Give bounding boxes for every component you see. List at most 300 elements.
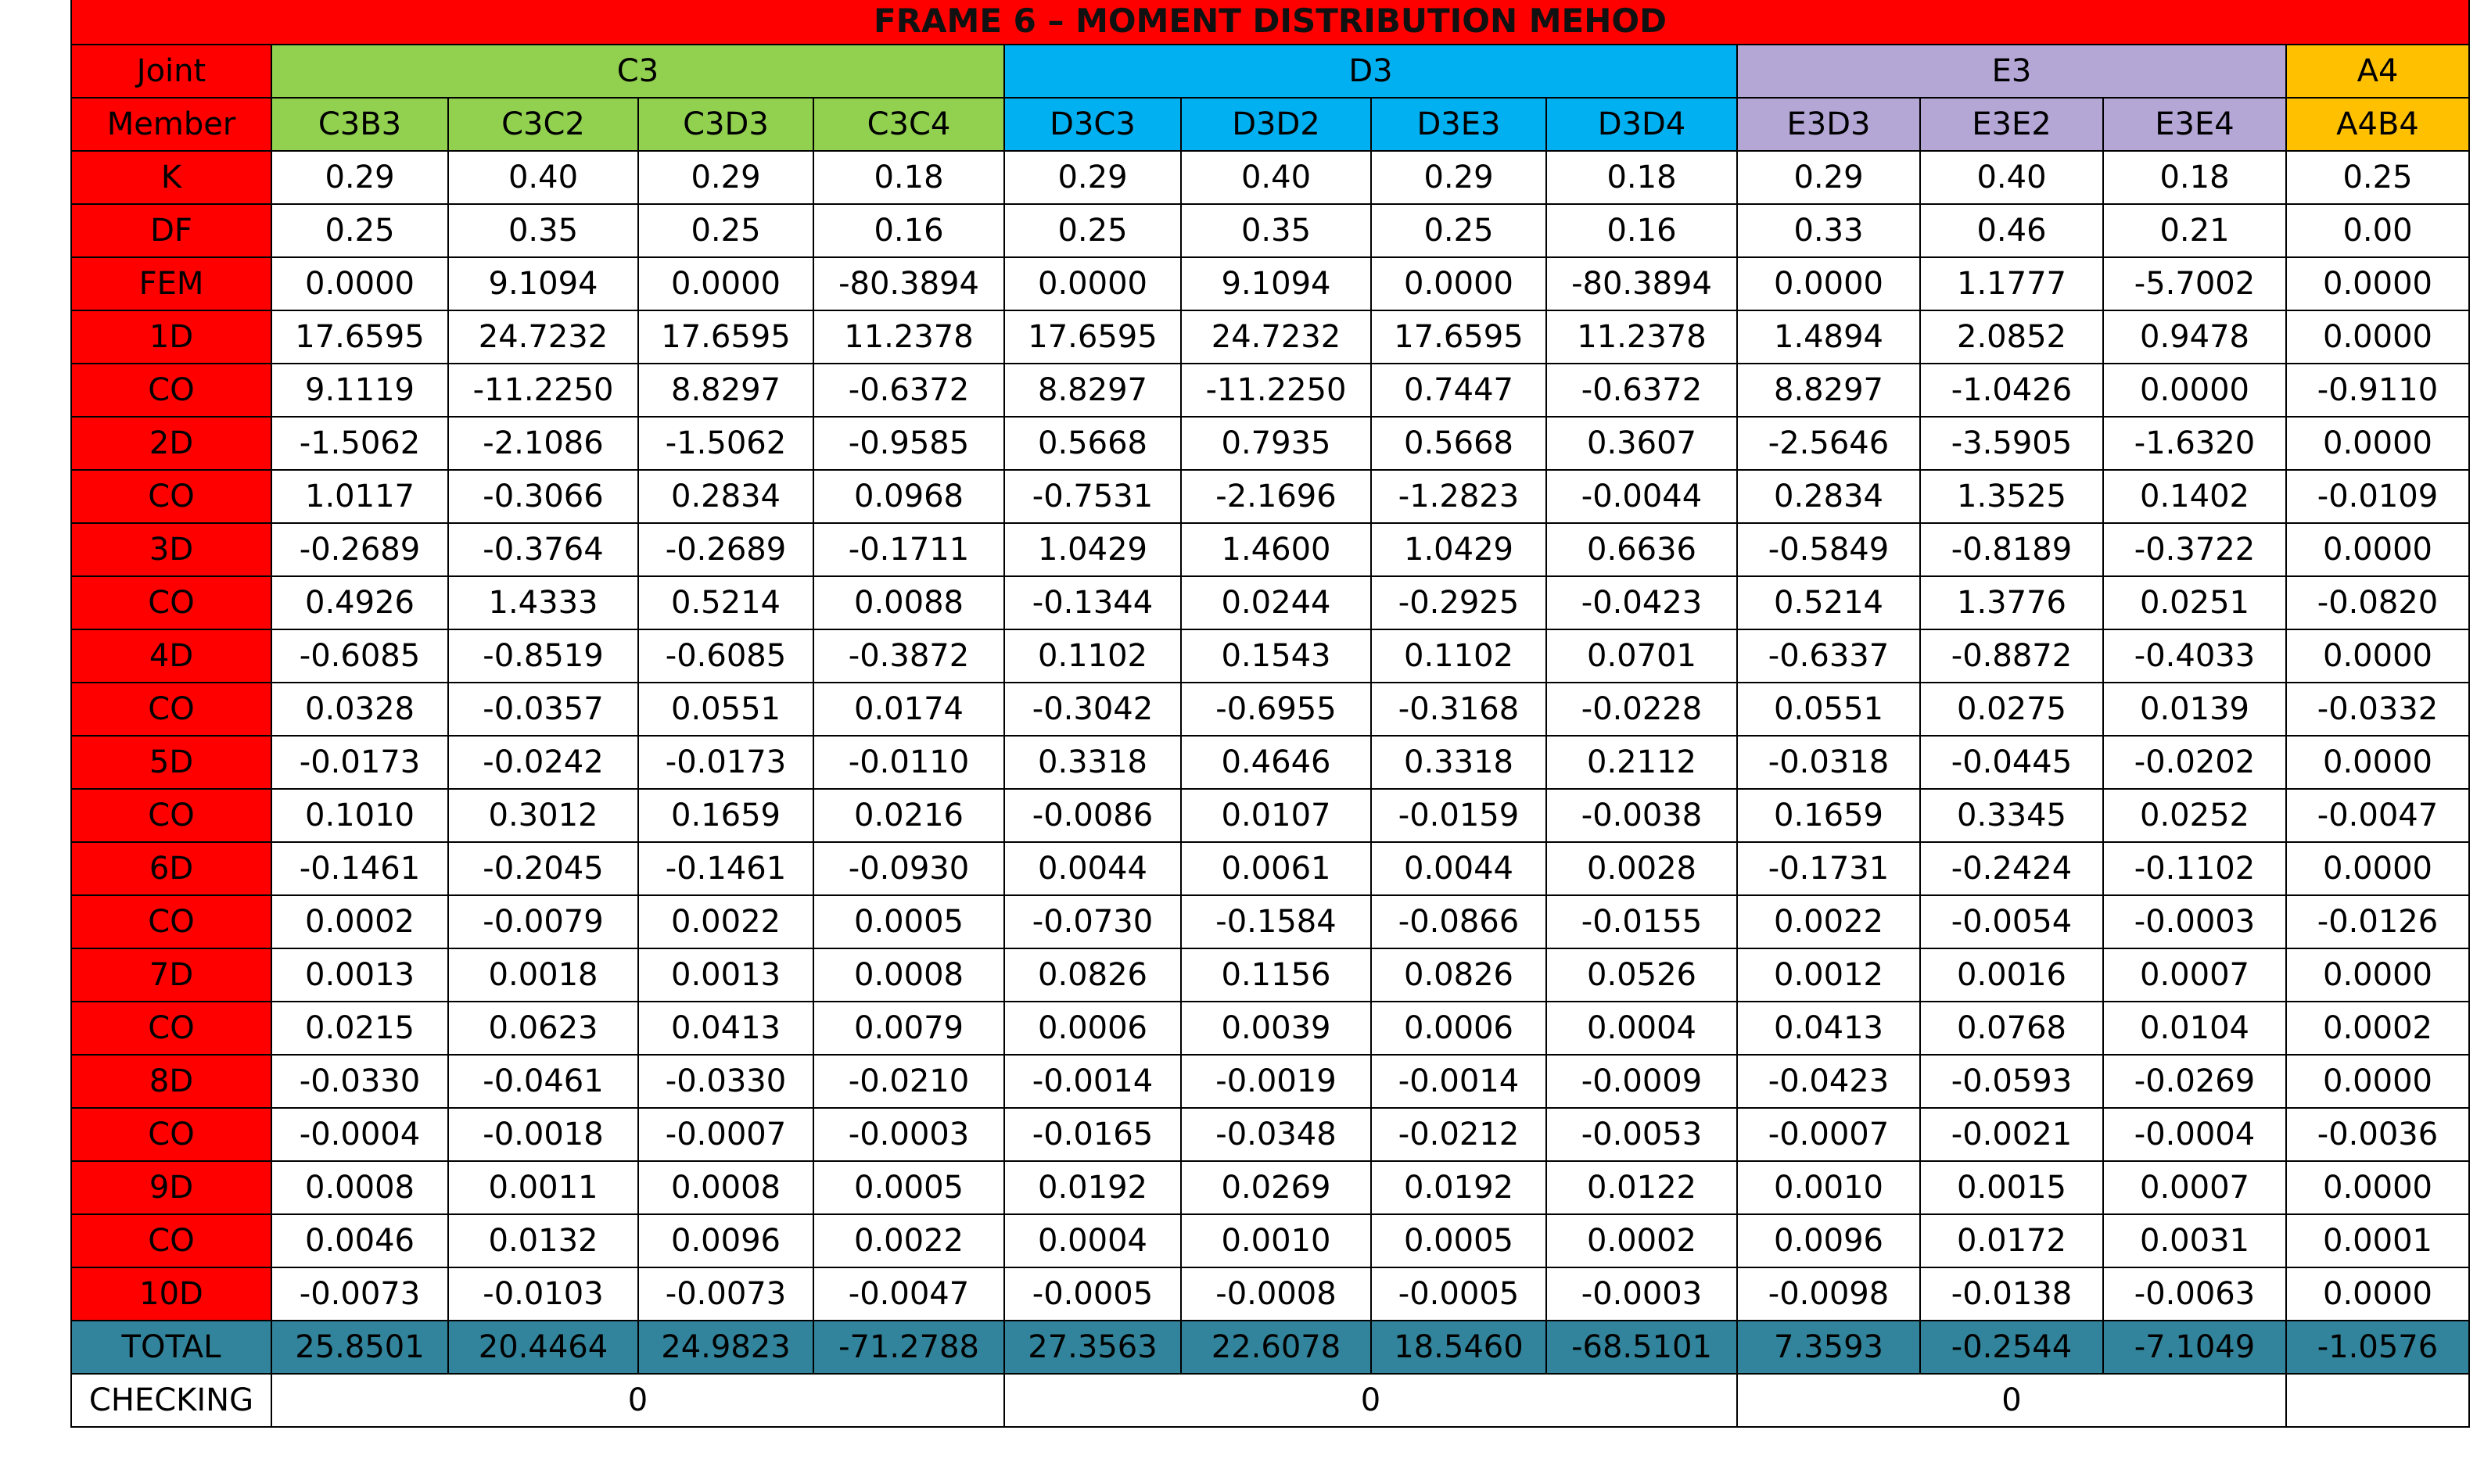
table-cell: 0.4646 (1181, 736, 1371, 789)
table-cell: -1.5062 (638, 417, 813, 470)
row-label: CO (71, 470, 271, 523)
member-header: D3C3 (1004, 98, 1181, 151)
table-cell: 0.0139 (2103, 683, 2286, 736)
table-cell: 0.0192 (1371, 1161, 1546, 1214)
table-cell: 1.0117 (271, 470, 448, 523)
table-cell: 0.0061 (1181, 842, 1371, 895)
total-cell: -71.2788 (813, 1321, 1004, 1374)
table-cell: 0.0215 (271, 1002, 448, 1055)
table-cell: -0.0332 (2286, 683, 2469, 736)
table-cell: 0.0000 (2286, 842, 2469, 895)
table-cell: 0.1010 (271, 789, 448, 842)
table-cell: -0.9110 (2286, 364, 2469, 417)
total-cell: 22.6078 (1181, 1321, 1371, 1374)
member-header: E3E4 (2103, 98, 2286, 151)
table-cell: -0.1584 (1181, 895, 1371, 948)
member-header: E3D3 (1737, 98, 1920, 151)
member-header: D3D4 (1546, 98, 1737, 151)
table-cell: -0.0014 (1371, 1055, 1546, 1108)
table-cell: 0.0012 (1737, 948, 1920, 1002)
table-row (71, 523, 2469, 576)
table-cell: 1.3776 (1920, 576, 2103, 629)
table-cell: -0.0110 (813, 736, 1004, 789)
table-cell: 9.1094 (448, 257, 638, 310)
table-cell: -0.0318 (1737, 736, 1920, 789)
table-cell: 0.0005 (813, 895, 1004, 948)
table-cell: 0.3012 (448, 789, 638, 842)
table-cell: -0.0820 (2286, 576, 2469, 629)
table-cell: 0.25 (1004, 204, 1181, 257)
table-cell: 0.0002 (2286, 1002, 2469, 1055)
checking-cell (2286, 1374, 2469, 1427)
table-cell: -2.5646 (1737, 417, 1920, 470)
table-cell: 0.18 (1546, 151, 1737, 204)
table-cell: 0.4926 (271, 576, 448, 629)
table-cell: 0.0826 (1004, 948, 1181, 1002)
table-cell: 0.1102 (1371, 629, 1546, 683)
table-row (71, 204, 2469, 257)
table-cell: -0.0014 (1004, 1055, 1181, 1108)
table-cell: 0.0216 (813, 789, 1004, 842)
member-header: A4B4 (2286, 98, 2469, 151)
moment-distribution-table (70, 0, 2470, 1428)
member-header: C3B3 (271, 98, 448, 151)
table-cell: -0.0005 (1371, 1267, 1546, 1321)
table-cell: 0.0000 (2286, 1055, 2469, 1108)
table-cell: 24.7232 (448, 310, 638, 364)
table-cell: 0.0172 (1920, 1214, 2103, 1267)
table-cell: 0.0022 (638, 895, 813, 948)
table-cell: 0.18 (2103, 151, 2286, 204)
row-label: 3D (71, 523, 271, 576)
table-cell: -0.1711 (813, 523, 1004, 576)
table-cell: -0.4033 (2103, 629, 2286, 683)
table-cell: -0.6085 (638, 629, 813, 683)
table-cell: -0.0063 (2103, 1267, 2286, 1321)
table-cell: -0.0730 (1004, 895, 1181, 948)
table-row (71, 736, 2469, 789)
table-cell: 0.0007 (2103, 948, 2286, 1002)
table-cell: -0.0018 (448, 1108, 638, 1161)
table-cell: -0.2689 (271, 523, 448, 576)
table-cell: -0.1731 (1737, 842, 1920, 895)
table-cell: 17.6595 (1004, 310, 1181, 364)
table-cell: 8.8297 (1004, 364, 1181, 417)
total-cell: 24.9823 (638, 1321, 813, 1374)
table-cell: -0.0173 (271, 736, 448, 789)
member-header-label: Member (71, 98, 271, 151)
total-cell: 20.4464 (448, 1321, 638, 1374)
checking-cell: 0 (1737, 1374, 2286, 1427)
total-cell: 18.5460 (1371, 1321, 1546, 1374)
table-cell: 0.0007 (2103, 1161, 2286, 1214)
table-cell: -0.0445 (1920, 736, 2103, 789)
table-cell: -0.0005 (1004, 1267, 1181, 1321)
table-cell: -0.0155 (1546, 895, 1737, 948)
table-cell: -0.2045 (448, 842, 638, 895)
total-row (71, 1321, 2469, 1374)
table-cell: 0.0000 (638, 257, 813, 310)
table-cell: -0.3872 (813, 629, 1004, 683)
table-cell: -0.3764 (448, 523, 638, 576)
table-cell: 0.0623 (448, 1002, 638, 1055)
table-cell: -0.0109 (2286, 470, 2469, 523)
table-cell: 0.0010 (1181, 1214, 1371, 1267)
table-cell: 0.0174 (813, 683, 1004, 736)
table-cell: -0.0021 (1920, 1108, 2103, 1161)
table-cell: 0.0010 (1737, 1161, 1920, 1214)
table-cell: 0.0275 (1920, 683, 2103, 736)
table-cell: -0.0047 (813, 1267, 1004, 1321)
row-label: CO (71, 895, 271, 948)
table-cell: 0.0028 (1546, 842, 1737, 895)
table-cell: 0.0526 (1546, 948, 1737, 1002)
joint-c3-header: C3 (271, 45, 1004, 98)
table-cell: 0.0000 (2286, 629, 2469, 683)
table-cell: 0.0008 (813, 948, 1004, 1002)
table-cell: 0.0269 (1181, 1161, 1371, 1214)
table-cell: 0.0015 (1920, 1161, 2103, 1214)
table-row (71, 789, 2469, 842)
table-cell: 0.0000 (2286, 257, 2469, 310)
table-cell: -80.3894 (813, 257, 1004, 310)
table-cell: -2.1086 (448, 417, 638, 470)
table-cell: -0.0228 (1546, 683, 1737, 736)
table-cell: 0.3345 (1920, 789, 2103, 842)
table-row (71, 1108, 2469, 1161)
table-cell: 0.3318 (1004, 736, 1181, 789)
table-cell: 0.0096 (638, 1214, 813, 1267)
table-cell: -0.0242 (448, 736, 638, 789)
table-cell: 8.8297 (638, 364, 813, 417)
table-cell: 0.0104 (2103, 1002, 2286, 1055)
table-cell: -0.0079 (448, 895, 638, 948)
table-cell: -0.1461 (638, 842, 813, 895)
table-cell: 0.29 (638, 151, 813, 204)
table-cell: 0.29 (1371, 151, 1546, 204)
checking-label: CHECKING (71, 1374, 271, 1427)
total-cell: 7.3593 (1737, 1321, 1920, 1374)
table-cell: 0.0768 (1920, 1002, 2103, 1055)
table-cell: -0.0019 (1181, 1055, 1371, 1108)
table-cell: -0.0054 (1920, 895, 2103, 948)
row-label: CO (71, 1214, 271, 1267)
table-cell: 0.0008 (271, 1161, 448, 1214)
table-cell: 0.0044 (1371, 842, 1546, 895)
table-cell: 0.18 (813, 151, 1004, 204)
table-cell: -0.1344 (1004, 576, 1181, 629)
table-cell: 0.6636 (1546, 523, 1737, 576)
table-cell: 0.16 (1546, 204, 1737, 257)
table-cell: -80.3894 (1546, 257, 1737, 310)
table-row (71, 576, 2469, 629)
table-cell: -0.0461 (448, 1055, 638, 1108)
table-cell: 0.0551 (638, 683, 813, 736)
table-cell: -0.6372 (813, 364, 1004, 417)
table-cell: 0.1102 (1004, 629, 1181, 683)
table-cell: 0.7447 (1371, 364, 1546, 417)
row-label: CO (71, 576, 271, 629)
joint-d3-header: D3 (1004, 45, 1737, 98)
table-cell: -0.0357 (448, 683, 638, 736)
table-cell: 0.40 (1181, 151, 1371, 204)
table-cell: 0.0002 (1546, 1214, 1737, 1267)
table-cell: 11.2378 (1546, 310, 1737, 364)
table-cell: -1.5062 (271, 417, 448, 470)
table-cell: -0.2424 (1920, 842, 2103, 895)
table-cell: 0.25 (2286, 151, 2469, 204)
member-header: D3D2 (1181, 98, 1371, 151)
table-row (71, 417, 2469, 470)
table-cell: -1.2823 (1371, 470, 1546, 523)
table-cell: 0.0413 (1737, 1002, 1920, 1055)
table-row (71, 683, 2469, 736)
table-cell: 0.5214 (1737, 576, 1920, 629)
table-cell: 8.8297 (1737, 364, 1920, 417)
table-cell: 0.0006 (1004, 1002, 1181, 1055)
total-label: TOTAL (71, 1321, 271, 1374)
table-cell: -0.0004 (271, 1108, 448, 1161)
table-row (71, 257, 2469, 310)
table-cell: 0.0413 (638, 1002, 813, 1055)
table-cell: -0.8189 (1920, 523, 2103, 576)
table-cell: 0.0004 (1546, 1002, 1737, 1055)
table-cell: -0.0086 (1004, 789, 1181, 842)
row-label: CO (71, 683, 271, 736)
checking-cell: 0 (1004, 1374, 1737, 1427)
table-cell: 0.29 (1004, 151, 1181, 204)
table-cell: -0.0126 (2286, 895, 2469, 948)
table-cell: 9.1119 (271, 364, 448, 417)
table-cell: 0.5668 (1004, 417, 1181, 470)
table-cell: 0.0013 (271, 948, 448, 1002)
table-row (71, 948, 2469, 1002)
table-cell: 0.0000 (2286, 523, 2469, 576)
table-cell: 0.2834 (638, 470, 813, 523)
table-cell: 1.0429 (1004, 523, 1181, 576)
table-row (71, 842, 2469, 895)
joint-a4-header: A4 (2286, 45, 2469, 98)
table-cell: -0.0103 (448, 1267, 638, 1321)
table-cell: -0.0423 (1546, 576, 1737, 629)
table-cell: 0.21 (2103, 204, 2286, 257)
table-cell: 0.0006 (1371, 1002, 1546, 1055)
table-cell: -0.0007 (1737, 1108, 1920, 1161)
table-row (71, 310, 2469, 364)
row-label: CO (71, 364, 271, 417)
table-cell: 0.1156 (1181, 948, 1371, 1002)
table-cell: -0.0098 (1737, 1267, 1920, 1321)
table-cell: 0.0002 (271, 895, 448, 948)
table-cell: 0.0044 (1004, 842, 1181, 895)
total-cell: 27.3563 (1004, 1321, 1181, 1374)
table-cell: -0.5849 (1737, 523, 1920, 576)
table-cell: 17.6595 (1371, 310, 1546, 364)
table-cell: -0.6372 (1546, 364, 1737, 417)
table-cell: 17.6595 (638, 310, 813, 364)
table-cell: -0.0866 (1371, 895, 1546, 948)
table-cell: 0.25 (1371, 204, 1546, 257)
table-cell: -0.0038 (1546, 789, 1737, 842)
table-cell: 0.0132 (448, 1214, 638, 1267)
table-cell: -0.0173 (638, 736, 813, 789)
table-cell: 0.1659 (1737, 789, 1920, 842)
table-cell: 0.35 (448, 204, 638, 257)
member-header: C3C4 (813, 98, 1004, 151)
table-cell: 0.3607 (1546, 417, 1737, 470)
table-cell: 17.6595 (271, 310, 448, 364)
table-cell: 0.0018 (448, 948, 638, 1002)
table-cell: 0.9478 (2103, 310, 2286, 364)
table-cell: 2.0852 (1920, 310, 2103, 364)
table-cell: 0.0004 (1004, 1214, 1181, 1267)
table-cell: 0.0000 (1737, 257, 1920, 310)
table-row (71, 1267, 2469, 1321)
row-label: 6D (71, 842, 271, 895)
table-cell: 0.16 (813, 204, 1004, 257)
table-cell: 0.0008 (638, 1161, 813, 1214)
table-cell: 0.0039 (1181, 1002, 1371, 1055)
table-row (71, 1161, 2469, 1214)
table-cell: -0.0330 (271, 1055, 448, 1108)
table-cell: 0.0031 (2103, 1214, 2286, 1267)
table-cell: -0.0930 (813, 842, 1004, 895)
table-cell: 1.4600 (1181, 523, 1371, 576)
row-label: 8D (71, 1055, 271, 1108)
table-cell: 0.0000 (2286, 417, 2469, 470)
table-cell: -0.6955 (1181, 683, 1371, 736)
total-cell: -0.2544 (1920, 1321, 2103, 1374)
row-label: CO (71, 1002, 271, 1055)
table-cell: 0.0000 (1371, 257, 1546, 310)
table-cell: -0.1461 (271, 842, 448, 895)
table-cell: -0.0138 (1920, 1267, 2103, 1321)
table-cell: 0.0000 (2286, 310, 2469, 364)
checking-cell: 0 (271, 1374, 1004, 1427)
table-cell: 0.0000 (2286, 1267, 2469, 1321)
table-cell: -0.0003 (2103, 895, 2286, 948)
table-cell: -0.6337 (1737, 629, 1920, 683)
total-cell: -1.0576 (2286, 1321, 2469, 1374)
table-cell: 0.25 (638, 204, 813, 257)
table-cell: -3.5905 (1920, 417, 2103, 470)
table-cell: 0.40 (448, 151, 638, 204)
table-cell: -1.0426 (1920, 364, 2103, 417)
table-cell: 0.2834 (1737, 470, 1920, 523)
table-cell: -0.0004 (2103, 1108, 2286, 1161)
row-label: 7D (71, 948, 271, 1002)
table-cell: 9.1094 (1181, 257, 1371, 310)
total-cell: -7.1049 (2103, 1321, 2286, 1374)
table-cell: 0.3318 (1371, 736, 1546, 789)
table-cell: 0.0016 (1920, 948, 2103, 1002)
table-cell: 0.29 (1737, 151, 1920, 204)
table-cell: -0.3066 (448, 470, 638, 523)
member-header: C3C2 (448, 98, 638, 151)
table-cell: -0.2925 (1371, 576, 1546, 629)
table-cell: -0.9585 (813, 417, 1004, 470)
table-cell: -1.6320 (2103, 417, 2286, 470)
table-cell: -0.1102 (2103, 842, 2286, 895)
table-cell: 0.0013 (638, 948, 813, 1002)
table-cell: 1.0429 (1371, 523, 1546, 576)
table-cell: 0.0000 (271, 257, 448, 310)
table-cell: 24.7232 (1181, 310, 1371, 364)
table-row (71, 151, 2469, 204)
table-title: FRAME 6 – MOMENT DISTRIBUTION MEHOD (71, 0, 2469, 45)
table-cell: -0.8519 (448, 629, 638, 683)
table-cell: 0.0005 (813, 1161, 1004, 1214)
table-cell: 0.29 (271, 151, 448, 204)
table-cell: 0.0011 (448, 1161, 638, 1214)
table-row (71, 629, 2469, 683)
table-cell: -0.2689 (638, 523, 813, 576)
table-cell: 0.25 (271, 204, 448, 257)
table-cell: -0.0003 (1546, 1267, 1737, 1321)
table-cell: -0.0036 (2286, 1108, 2469, 1161)
table-cell: 0.0244 (1181, 576, 1371, 629)
table-cell: 0.0096 (1737, 1214, 1920, 1267)
table-cell: -5.7002 (2103, 257, 2286, 310)
table-cell: 0.0192 (1004, 1161, 1181, 1214)
table-cell: 0.0251 (2103, 576, 2286, 629)
table-cell: 0.0107 (1181, 789, 1371, 842)
table-cell: 1.1777 (1920, 257, 2103, 310)
table-row (71, 895, 2469, 948)
table-cell: 1.4333 (448, 576, 638, 629)
table-cell: -0.0073 (271, 1267, 448, 1321)
joint-header-label: Joint (71, 45, 271, 98)
table-cell: 0.0079 (813, 1002, 1004, 1055)
table-cell: 0.1659 (638, 789, 813, 842)
table-cell: -0.0047 (2286, 789, 2469, 842)
table-row (71, 1002, 2469, 1055)
table-cell: -0.0003 (813, 1108, 1004, 1161)
table-cell: 0.0000 (1004, 257, 1181, 310)
joint-e3-header: E3 (1737, 45, 2286, 98)
table-cell: -0.0423 (1737, 1055, 1920, 1108)
table-row (71, 1214, 2469, 1267)
table-cell: 0.0001 (2286, 1214, 2469, 1267)
member-header: E3E2 (1920, 98, 2103, 151)
table-cell: 0.0022 (813, 1214, 1004, 1267)
total-cell: 25.8501 (271, 1321, 448, 1374)
table-cell: 0.5214 (638, 576, 813, 629)
row-label: 9D (71, 1161, 271, 1214)
table-cell: 0.1402 (2103, 470, 2286, 523)
row-label: K (71, 151, 271, 204)
table-cell: 0.2112 (1546, 736, 1737, 789)
table-cell: 0.0088 (813, 576, 1004, 629)
table-cell: 0.0252 (2103, 789, 2286, 842)
table-row (71, 364, 2469, 417)
table-cell: 0.0000 (2103, 364, 2286, 417)
table-cell: 0.7935 (1181, 417, 1371, 470)
table-cell: 0.35 (1181, 204, 1371, 257)
table-cell: 0.0022 (1737, 895, 1920, 948)
table-cell: -0.0044 (1546, 470, 1737, 523)
member-header: C3D3 (638, 98, 813, 151)
table-cell: -11.2250 (448, 364, 638, 417)
table-cell: 0.1543 (1181, 629, 1371, 683)
table-cell: -0.0165 (1004, 1108, 1181, 1161)
row-label: FEM (71, 257, 271, 310)
table-cell: 0.40 (1920, 151, 2103, 204)
table-cell: -0.3042 (1004, 683, 1181, 736)
table-cell: -0.0593 (1920, 1055, 2103, 1108)
table-cell: 0.33 (1737, 204, 1920, 257)
table-cell: 0.0701 (1546, 629, 1737, 683)
